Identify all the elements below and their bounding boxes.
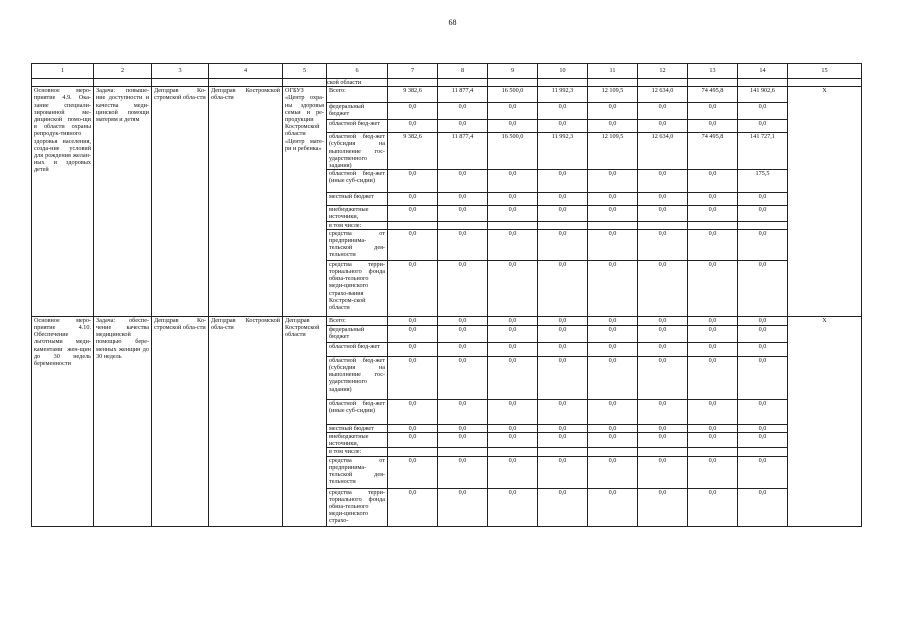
value-cell: 0,0	[438, 229, 488, 260]
value-cell: 0,0	[738, 229, 788, 260]
value-cell: 0,0	[588, 120, 638, 133]
value-cell: 0,0	[738, 260, 788, 316]
value-cell: 0,0	[488, 424, 538, 432]
block-col15-cell: X	[788, 316, 862, 526]
block-col1-cell: Основное меро-приятие 4.10. Обеспечение льготными меди-каментами жен-щин до 30 недель беременности	[32, 316, 94, 526]
value-cell: 0,0	[538, 325, 588, 342]
value-cell: 0,0	[588, 229, 638, 260]
value-cell: 0,0	[438, 342, 488, 356]
funding-source-label: внебюджетные источники,	[327, 206, 388, 221]
block-col5-cell: ОГБУЗ «Центр охра-ны здоровья семьи и ре-продукции Костромской области «Центр мате-ри и ребенка»	[283, 87, 327, 317]
value-cell: 11 992,3	[538, 133, 588, 170]
value-cell	[688, 448, 738, 456]
value-cell: 0,0	[588, 399, 638, 424]
value-cell: 0,0	[638, 342, 688, 356]
value-cell: 0,0	[738, 103, 788, 120]
funding-source-label: в том числе:	[327, 448, 388, 456]
block-col4-cell: Депздрав Костромской обла-сти	[209, 87, 283, 317]
value-cell: 0,0	[538, 399, 588, 424]
value-cell: 0,0	[588, 325, 638, 342]
value-cell: 0,0	[588, 206, 638, 221]
value-cell: 0,0	[488, 103, 538, 120]
value-cell: 0,0	[538, 229, 588, 260]
value-cell: 0,0	[688, 193, 738, 206]
value-cell: 0,0	[588, 456, 638, 488]
carry-over-cell	[388, 79, 438, 87]
funding-source-label: областной бюд-жет (иные суб-сидии)	[327, 399, 388, 424]
value-cell: 0,0	[638, 170, 688, 193]
header-cell-13: 13	[688, 64, 738, 79]
value-cell: 0,0	[488, 399, 538, 424]
value-cell: 0,0	[588, 316, 638, 325]
value-cell: 12 634,0	[638, 133, 688, 170]
value-cell: 0,0	[538, 433, 588, 448]
value-cell: 0,0	[388, 170, 438, 193]
funding-source-label: местный бюджет	[327, 193, 388, 206]
value-cell	[488, 448, 538, 456]
value-cell: 0,0	[488, 342, 538, 356]
funding-source-label: Всего:	[327, 87, 388, 103]
header-cell-8: 8	[438, 64, 488, 79]
header-cell-3: 3	[152, 64, 209, 79]
funding-source-label: средства терри-ториального фонда обяза-тельного меди-цинского страхо-	[327, 488, 388, 526]
value-cell	[588, 448, 638, 456]
carry-over-cell	[738, 79, 788, 87]
value-cell: 0,0	[388, 325, 438, 342]
block-col2-cell: Задача: обеспе-чение качества медицинской помощью бере-менных женщин до 30 недель	[94, 316, 152, 526]
value-cell: 0,0	[488, 170, 538, 193]
value-cell: 0,0	[538, 488, 588, 526]
value-cell: 0,0	[488, 193, 538, 206]
header-row	[32, 64, 862, 79]
header-cell-1: 1	[32, 64, 94, 79]
carry-over-cell	[588, 79, 638, 87]
table-body	[32, 79, 862, 527]
value-cell	[738, 221, 788, 229]
value-cell: 12 634,0	[638, 87, 688, 103]
carry-over-cell	[152, 79, 209, 87]
block-col3-cell: Депздрав Ко-стромской обла-сти	[152, 87, 209, 317]
value-cell: 175,5	[738, 170, 788, 193]
budget-table	[31, 63, 862, 527]
value-cell: 0,0	[438, 488, 488, 526]
value-cell: 0,0	[638, 120, 688, 133]
header-cell-15: 15	[788, 64, 862, 79]
value-cell: 16 500,0	[488, 87, 538, 103]
value-cell: 11 877,4	[438, 87, 488, 103]
value-cell: 0,0	[538, 356, 588, 399]
value-cell: 0,0	[638, 488, 688, 526]
carry-over-cell	[488, 79, 538, 87]
funding-source-label: областной бюд-жет	[327, 342, 388, 356]
block-col15-cell: X	[788, 87, 862, 317]
value-cell: 0,0	[488, 488, 538, 526]
value-cell: 9 382,6	[388, 87, 438, 103]
value-cell: 0,0	[638, 206, 688, 221]
funding-source-label: федеральный бюджет	[327, 325, 388, 342]
value-cell: 0,0	[388, 488, 438, 526]
header-cell-6: 6	[327, 64, 388, 79]
value-cell: 0,0	[438, 170, 488, 193]
header-cell-5: 5	[283, 64, 327, 79]
value-cell: 0,0	[738, 120, 788, 133]
value-cell: 0,0	[388, 356, 438, 399]
value-cell	[538, 448, 588, 456]
funding-source-label: в том числе:	[327, 221, 388, 229]
value-cell: 0,0	[488, 456, 538, 488]
table-row	[32, 87, 862, 103]
value-cell: 0,0	[588, 424, 638, 432]
carry-over-cell	[209, 79, 283, 87]
carry-over-cell	[638, 79, 688, 87]
value-cell: 0,0	[538, 193, 588, 206]
value-cell	[638, 448, 688, 456]
value-cell: 0,0	[538, 120, 588, 133]
value-cell: 0,0	[588, 356, 638, 399]
carry-over-cell	[688, 79, 738, 87]
value-cell: 0,0	[588, 193, 638, 206]
value-cell: 0,0	[438, 356, 488, 399]
value-cell: 74 495,8	[688, 133, 738, 170]
value-cell: 0,0	[438, 260, 488, 316]
value-cell: 0,0	[738, 356, 788, 399]
value-cell: 0,0	[538, 456, 588, 488]
value-cell: 0,0	[538, 170, 588, 193]
value-cell	[738, 448, 788, 456]
funding-source-label: средства от предпринима-тельской дея-тельности	[327, 229, 388, 260]
value-cell: 12 109,5	[588, 87, 638, 103]
header-cell-14: 14	[738, 64, 788, 79]
value-cell: 0,0	[438, 206, 488, 221]
carry-over-cell	[438, 79, 488, 87]
funding-source-label: Всего:	[327, 316, 388, 325]
value-cell: 0,0	[588, 170, 638, 193]
value-cell: 0,0	[738, 193, 788, 206]
value-cell: 0,0	[488, 316, 538, 325]
value-cell: 0,0	[688, 356, 738, 399]
value-cell: 0,0	[488, 433, 538, 448]
value-cell	[388, 221, 438, 229]
funding-source-label: местный бюджет	[327, 424, 388, 432]
value-cell: 0,0	[438, 316, 488, 325]
value-cell	[538, 221, 588, 229]
carry-over-label: ской области	[327, 79, 388, 87]
table-row	[32, 316, 862, 325]
value-cell: 0,0	[538, 424, 588, 432]
value-cell: 0,0	[438, 424, 488, 432]
value-cell: 0,0	[538, 260, 588, 316]
value-cell: 12 109,5	[588, 133, 638, 170]
value-cell: 0,0	[638, 316, 688, 325]
block-col4-cell: Депздрав Костромской обла-сти	[209, 316, 283, 526]
value-cell: 0,0	[488, 229, 538, 260]
value-cell: 0,0	[638, 424, 688, 432]
value-cell: 0,0	[738, 433, 788, 448]
value-cell: 0,0	[688, 399, 738, 424]
block-col2-cell: Задача: повыше-ние доступности и качества меди-цинской помощи матерям и детям	[94, 87, 152, 317]
value-cell: 0,0	[738, 206, 788, 221]
value-cell	[488, 221, 538, 229]
value-cell: 0,0	[738, 456, 788, 488]
header-cell-9: 9	[488, 64, 538, 79]
value-cell: 0,0	[638, 325, 688, 342]
value-cell: 0,0	[588, 488, 638, 526]
header-cell-10: 10	[538, 64, 588, 79]
value-cell: 74 495,8	[688, 87, 738, 103]
value-cell: 0,0	[388, 103, 438, 120]
block-col1-cell: Основное меро-приятие 4.9. Ока-зание специали-зированной ме-дицинской помо-щи в области охраны репродук-тивного здоровья населения, созда-ние условий для рождения желан-ных и здоровых детей	[32, 87, 94, 317]
carry-over-cell	[788, 79, 862, 87]
funding-source-label: областной бюд-жет	[327, 120, 388, 133]
value-cell: 0,0	[688, 433, 738, 448]
page-number: 68	[448, 18, 457, 27]
value-cell: 0,0	[388, 193, 438, 206]
value-cell: 0,0	[738, 316, 788, 325]
funding-source-label: внебюджетные источники,	[327, 433, 388, 448]
value-cell: 0,0	[638, 229, 688, 260]
carry-over-cell	[538, 79, 588, 87]
value-cell: 0,0	[638, 456, 688, 488]
header-cell-11: 11	[588, 64, 638, 79]
funding-source-label: федеральный бюджет	[327, 103, 388, 120]
value-cell: 0,0	[438, 456, 488, 488]
funding-source-label: средства от предпринима-тельской дея-тельности	[327, 456, 388, 488]
value-cell: 0,0	[638, 260, 688, 316]
value-cell: 9 382,6	[388, 133, 438, 170]
value-cell: 0,0	[538, 316, 588, 325]
value-cell: 0,0	[738, 399, 788, 424]
value-cell	[438, 221, 488, 229]
value-cell: 0,0	[688, 229, 738, 260]
value-cell: 0,0	[688, 170, 738, 193]
value-cell: 0,0	[438, 399, 488, 424]
value-cell: 0,0	[488, 325, 538, 342]
value-cell: 0,0	[488, 356, 538, 399]
value-cell	[688, 221, 738, 229]
value-cell: 0,0	[738, 488, 788, 526]
value-cell: 0,0	[688, 456, 738, 488]
value-cell: 0,0	[388, 424, 438, 432]
value-cell: 0,0	[688, 342, 738, 356]
value-cell: 0,0	[738, 424, 788, 432]
value-cell	[438, 448, 488, 456]
funding-source-label: областной бюд-жет (субсидия на выполнение гос-ударственного задания)	[327, 356, 388, 399]
carry-over-cell	[32, 79, 94, 87]
value-cell: 0,0	[688, 488, 738, 526]
value-cell: 0,0	[588, 260, 638, 316]
value-cell: 16 500,0	[488, 133, 538, 170]
value-cell: 0,0	[388, 456, 438, 488]
value-cell: 0,0	[438, 433, 488, 448]
value-cell: 0,0	[738, 325, 788, 342]
value-cell: 0,0	[388, 229, 438, 260]
value-cell: 0,0	[438, 103, 488, 120]
value-cell: 0,0	[388, 120, 438, 133]
header-cell-12: 12	[638, 64, 688, 79]
value-cell: 0,0	[488, 260, 538, 316]
value-cell: 0,0	[688, 424, 738, 432]
header-cell-2: 2	[94, 64, 152, 79]
value-cell	[388, 448, 438, 456]
value-cell: 0,0	[388, 206, 438, 221]
header-cell-7: 7	[388, 64, 438, 79]
value-cell: 0,0	[638, 103, 688, 120]
value-cell	[638, 221, 688, 229]
value-cell	[588, 221, 638, 229]
value-cell: 11 877,4	[438, 133, 488, 170]
block-col5-cell: Депздрав Костромской области	[283, 316, 327, 526]
value-cell: 0,0	[588, 103, 638, 120]
value-cell: 0,0	[388, 399, 438, 424]
carry-over-row	[32, 79, 862, 87]
value-cell: 0,0	[738, 342, 788, 356]
value-cell: 0,0	[638, 399, 688, 424]
value-cell: 0,0	[588, 342, 638, 356]
value-cell: 0,0	[438, 120, 488, 133]
funding-source-label: областной бюд-жет (иные суб-сидии)	[327, 170, 388, 193]
value-cell: 0,0	[538, 103, 588, 120]
value-cell: 0,0	[638, 433, 688, 448]
value-cell: 0,0	[538, 206, 588, 221]
value-cell: 0,0	[688, 316, 738, 325]
value-cell: 0,0	[388, 260, 438, 316]
value-cell: 0,0	[588, 433, 638, 448]
value-cell: 0,0	[688, 325, 738, 342]
value-cell: 0,0	[638, 356, 688, 399]
value-cell: 0,0	[638, 193, 688, 206]
value-cell: 11 992,3	[538, 87, 588, 103]
value-cell: 141 727,1	[738, 133, 788, 170]
value-cell: 141 902,6	[738, 87, 788, 103]
value-cell: 0,0	[488, 206, 538, 221]
value-cell: 0,0	[388, 433, 438, 448]
value-cell: 0,0	[388, 342, 438, 356]
value-cell: 0,0	[488, 120, 538, 133]
value-cell: 0,0	[688, 103, 738, 120]
value-cell: 0,0	[688, 260, 738, 316]
value-cell: 0,0	[538, 342, 588, 356]
value-cell: 0,0	[388, 316, 438, 325]
value-cell: 0,0	[688, 206, 738, 221]
carry-over-cell	[283, 79, 327, 87]
header-cell-4: 4	[209, 64, 283, 79]
block-col3-cell: Депздрав Ко-стромской обла-сти	[152, 316, 209, 526]
funding-source-label: областной бюд-жет (субсидия на выполнение гос-ударственного задания)	[327, 133, 388, 170]
value-cell: 0,0	[438, 193, 488, 206]
carry-over-cell	[94, 79, 152, 87]
value-cell: 0,0	[688, 120, 738, 133]
value-cell: 0,0	[438, 325, 488, 342]
funding-source-label: средства терри-ториального фонда обяза-тельного меди-цинского страхо-вания Костром-ской области	[327, 260, 388, 316]
